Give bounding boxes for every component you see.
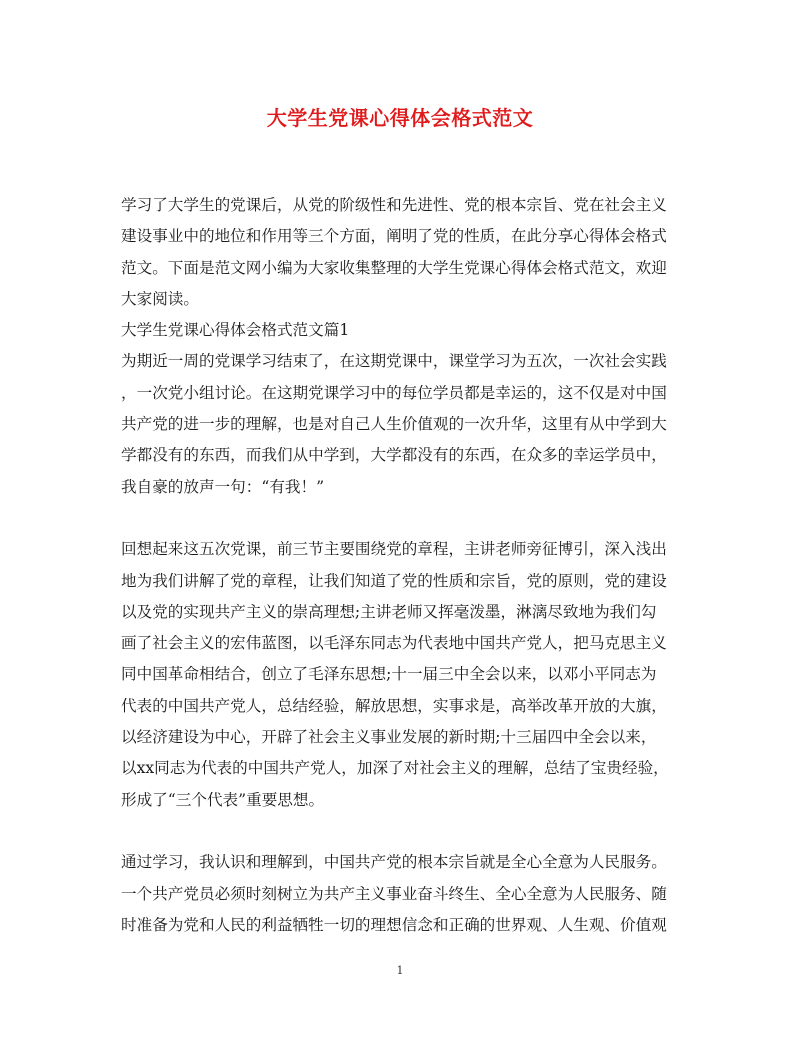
paragraph-2 xyxy=(121,534,681,816)
paragraph-spacer xyxy=(121,503,681,534)
text-line: 以xx同志为代表的中国共产党人，加深了对社会主义的理解，总结了宝贵经验， xyxy=(121,759,669,778)
text-line: 地为我们讲解了党的章程，让我们知道了党的性质和宗旨，党的原则，党的建设 xyxy=(121,571,667,590)
text-line: 回想起来这五次党课，前三节主要围绕党的章程，主讲老师旁征博引，深入浅出 xyxy=(121,540,667,559)
text-line: 为期近一周的党课学习结束了，在这期党课中，课堂学习为五次，一次社会实践 xyxy=(121,352,667,371)
text-line: 形成了“三个代表”重要思想。 xyxy=(121,790,325,809)
page-number: 1 xyxy=(396,964,404,977)
text-line: 学都没有的东西，而我们从中学到，大学都没有的东西，在众多的幸运学员中， xyxy=(121,446,667,465)
text-line: 共产党的进一步的理解，也是对自己人生价值观的一次升华，这里有从中学到大 xyxy=(121,415,667,434)
document-body xyxy=(121,190,681,941)
text-line: 时准备为党和人民的利益牺牲一切的理想信念和正确的世界观、人生观、价值观 xyxy=(121,915,667,934)
paragraph-spacer xyxy=(121,816,681,847)
text-line: 建设事业中的地位和作用等三个方面，阐明了党的性质，在此分享心得体会格式 xyxy=(121,227,667,246)
text-line: 代表的中国共产党人，总结经验，解放思想，实事求是，高举改革开放的大旗， xyxy=(121,696,667,715)
text-line: 画了社会主义的宏伟蓝图，以毛泽东同志为代表地中国共产党人，把马克思主义 xyxy=(121,634,667,653)
text-line: 范文。下面是范文网小编为大家收集整理的大学生党课心得体会格式范文，欢迎 xyxy=(121,258,667,277)
text-line: ，一次党小组讨论。在这期党课学习中的每位学员都是幸运的，这不仅是对中国 xyxy=(121,383,667,402)
text-line: 同中国革命相结合，创立了毛泽东思想;十一届三中全会以来，以邓小平同志为 xyxy=(121,665,657,684)
text-line: 一个共产党员必须时刻树立为共产主义事业奋斗终生、全心全意为人民服务、随 xyxy=(121,884,667,903)
text-line: 通过学习，我认识和理解到，中国共产党的根本宗旨就是全心全意为人民服务。 xyxy=(121,853,667,872)
text-line: 我自豪的放声一句：“有我！” xyxy=(121,477,325,496)
paragraph-1 xyxy=(121,346,681,502)
text-line: 大家阅读。 xyxy=(121,289,199,308)
text-line: 以经济建设为中心，开辟了社会主义事业发展的新时期;十三届四中全会以来， xyxy=(121,728,657,747)
text-line: 学习了大学生的党课后，从党的阶级性和先进性、党的根本宗旨、党在社会主义 xyxy=(121,196,667,214)
intro-paragraph xyxy=(121,190,681,315)
document-title: 大学生党课心得体会格式范文 xyxy=(266,106,534,130)
paragraph-3 xyxy=(121,847,681,941)
text-line: 以及党的实现共产主义的崇高理想;主讲老师又挥毫泼墨，淋漓尽致地为我们勾 xyxy=(121,602,657,621)
section-heading: 大学生党课心得体会格式范文篇1 xyxy=(121,321,350,340)
